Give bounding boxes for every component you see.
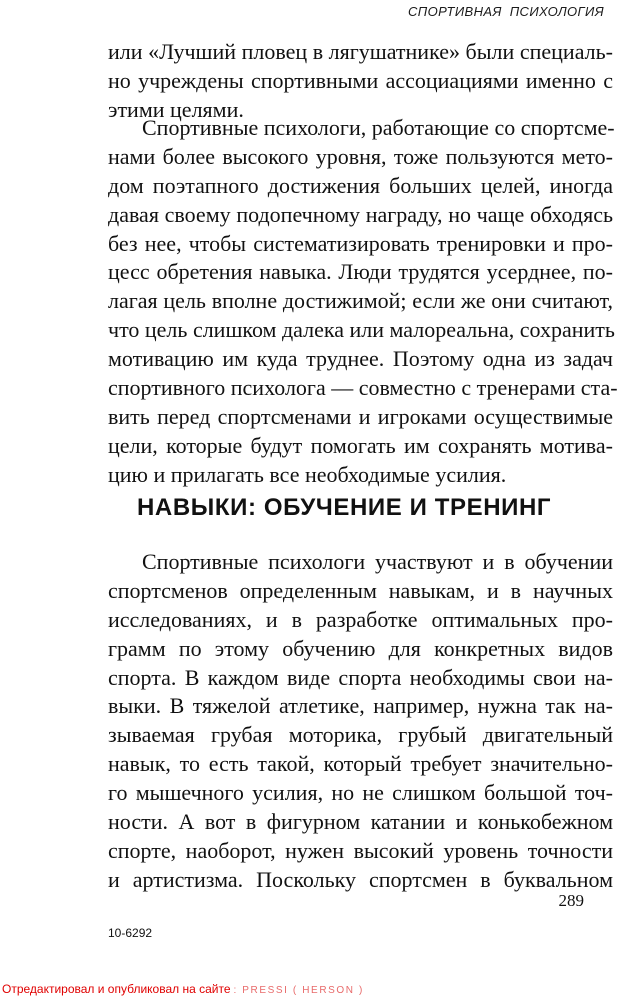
text-line: грамм по этому обучению для конкретных видов [108,635,613,661]
text-line: спортивного психолога — совместно с тренерами ста- [108,375,618,401]
text-line: и артистизма. Поскольку спортсмен в буквальном [108,866,613,892]
text-line: цию и прилагать все необходимые усилия. [108,461,507,487]
page-number: 289 [558,891,584,910]
running-head: СПОРТИВНАЯ ПСИХОЛОГИЯ [408,4,604,19]
text-line: ности. А вот в фигурном катании и конькобежном [108,809,613,835]
text-line: нами более высокого уровня, тоже пользуются мето- [108,143,613,169]
printer-signature: 10-6292 [108,926,153,940]
text-line: этими целями. [108,96,244,122]
text-line: что цель слишком далека или малореальна, сохранить [108,317,615,343]
text-line: лагая цель вполне достижимой; если же они считают, [108,288,613,314]
paragraph-2 [108,114,618,490]
text-line: выки. В тяжелой атлетике, например, нужна так на- [108,693,613,719]
credit-text: Отредактировал и опубликовал на сайте [2,982,231,996]
text-line: Спортивные психологи участвуют и в обучении [142,549,613,574]
text-line: дом поэтапного достижения больших целей, иногда [108,172,613,198]
text-line: спорте, наоборот, нужен высокий уровень точности [108,837,613,863]
text-line: исследованиях, и в разработке оптимальных про- [108,606,613,632]
text-line: без нее, чтобы систематизировать тренировки и про- [108,230,613,256]
text-line: мотивацию им куда труднее. Поэтому одна из задач [108,346,613,372]
text-line: но учреждены спортивными ассоциациями именно с [108,67,613,93]
text-line: вить перед спортсменами и игроками осуществимые [108,403,613,429]
text-line: Спортивные психологи, работающие со спортсме- [142,115,615,140]
text-line: цели, которые будут помогать им сохранять мотива- [108,432,613,458]
text-line: зываемая грубая моторика, грубый двигательный [108,722,613,748]
text-line: или «Лучший пловец в лягушатнике» были специаль- [108,39,613,64]
text-line: цесс обретения навыка. Люди трудятся усерднее, по- [108,259,613,285]
publisher-credit [2,982,364,996]
section-heading: НАВЫКИ: ОБУЧЕНИЕ И ТРЕНИНГ [137,494,552,521]
text-line: навык, то есть такой, который требует значительно- [108,751,613,777]
paragraph-1 [108,38,613,125]
site-name: : PRESSI ( HERSON ) [233,985,364,996]
text-line: го мышечного усилия, но не слишком большой точ- [108,780,613,806]
text-line: давая своему подопечному награду, но чаще обходясь [108,201,613,227]
text-line: спортсменов определенным навыкам, и в научных [108,577,613,603]
paragraph-3 [108,548,613,895]
text-line: спорта. В каждом виде спорта необходимы свои на- [108,664,613,690]
